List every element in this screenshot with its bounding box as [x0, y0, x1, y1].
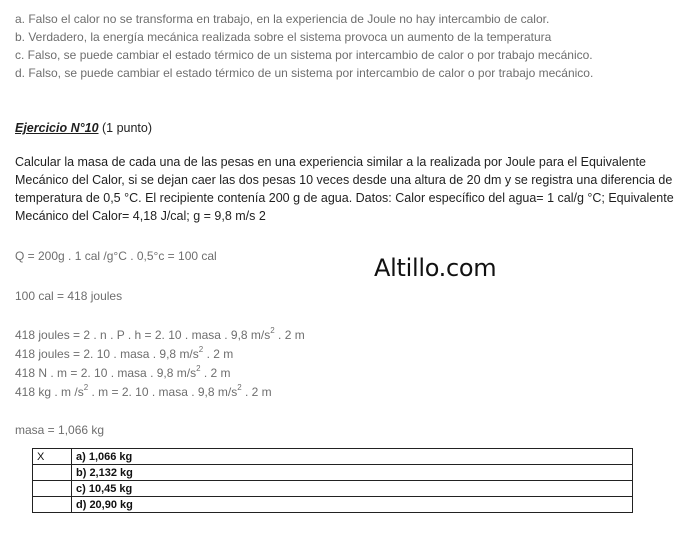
exercise-statement: Calcular la masa de cada una de las pesas en una experiencia similar a la realizada por Joule para el Equivalente Mecánico del Calor, si se dejan caer las dos pesas 10 veces desde una altura de 20 dm y se registra una diferencia de temperatura de 0,5 °C. El recipiente contenía 200 g de agua. Datos: Calor específico del agua= 1 cal/g °C; Equivalente Mecánico del Calor= 4,18 J/cal; g = 9,8 m/s 2 [15, 155, 674, 223]
table-row [33, 449, 633, 465]
exercise-title: Ejercicio N°10 [15, 121, 99, 135]
solution-step: 418 N . m = 2. 10 . masa . 9,8 $m/s^2$ . 2 m [15, 364, 231, 380]
options-table [32, 448, 633, 513]
solution-step: 418 joules = 2. 10 . masa . 9,8 $m/s^2$ . 2 m [15, 345, 234, 361]
table-row [33, 497, 633, 513]
exercise-heading [15, 121, 152, 135]
option-mark [33, 481, 72, 497]
option-label: b) 2,132 kg [72, 465, 633, 481]
final-result: masa = 1,066 kg [15, 423, 105, 437]
option-label: d) 20,90 kg [72, 497, 633, 513]
heat-equation: Q = 200g . 1 cal /g°C . 0,5°c = 100 cal [15, 249, 217, 263]
solution-step: 418 joules = 2 . n . P . h = 2. 10 . masa . 9,8 $m/s^2$ . 2 m [15, 326, 305, 342]
option-label: c) 10,45 kg [72, 481, 633, 497]
watermark: Altillo.com [374, 254, 497, 282]
answer-line-a: a. Falso el calor no se transforma en trabajo, en la experiencia de Joule no hay intercambio de calor. [15, 12, 550, 26]
solution-step: 418 kg . m $/s^2$ . m = 2. 10 . masa . 9,8 $m/s^2$ . 2 m [15, 383, 272, 399]
table-row [33, 481, 633, 497]
exercise-points: (1 punto) [98, 121, 153, 135]
option-mark [33, 465, 72, 481]
answer-line-b: b. Verdadero, la energía mecánica realizada sobre el sistema provoca un aumento de la temperatura [15, 30, 552, 44]
option-mark [33, 497, 72, 513]
answer-line-c: c. Falso, se puede cambiar el estado térmico de un sistema por intercambio de calor o por trabajo mecánico. [15, 48, 593, 62]
energy-conversion: 100 cal = 418 joules [15, 289, 123, 303]
answer-line-d: d. Falso, se puede cambiar el estado térmico de un sistema por intercambio de calor o por trabajo mecánico. [15, 66, 594, 80]
option-mark: X [33, 449, 72, 465]
table-row [33, 465, 633, 481]
option-label: a) 1,066 kg [72, 449, 633, 465]
